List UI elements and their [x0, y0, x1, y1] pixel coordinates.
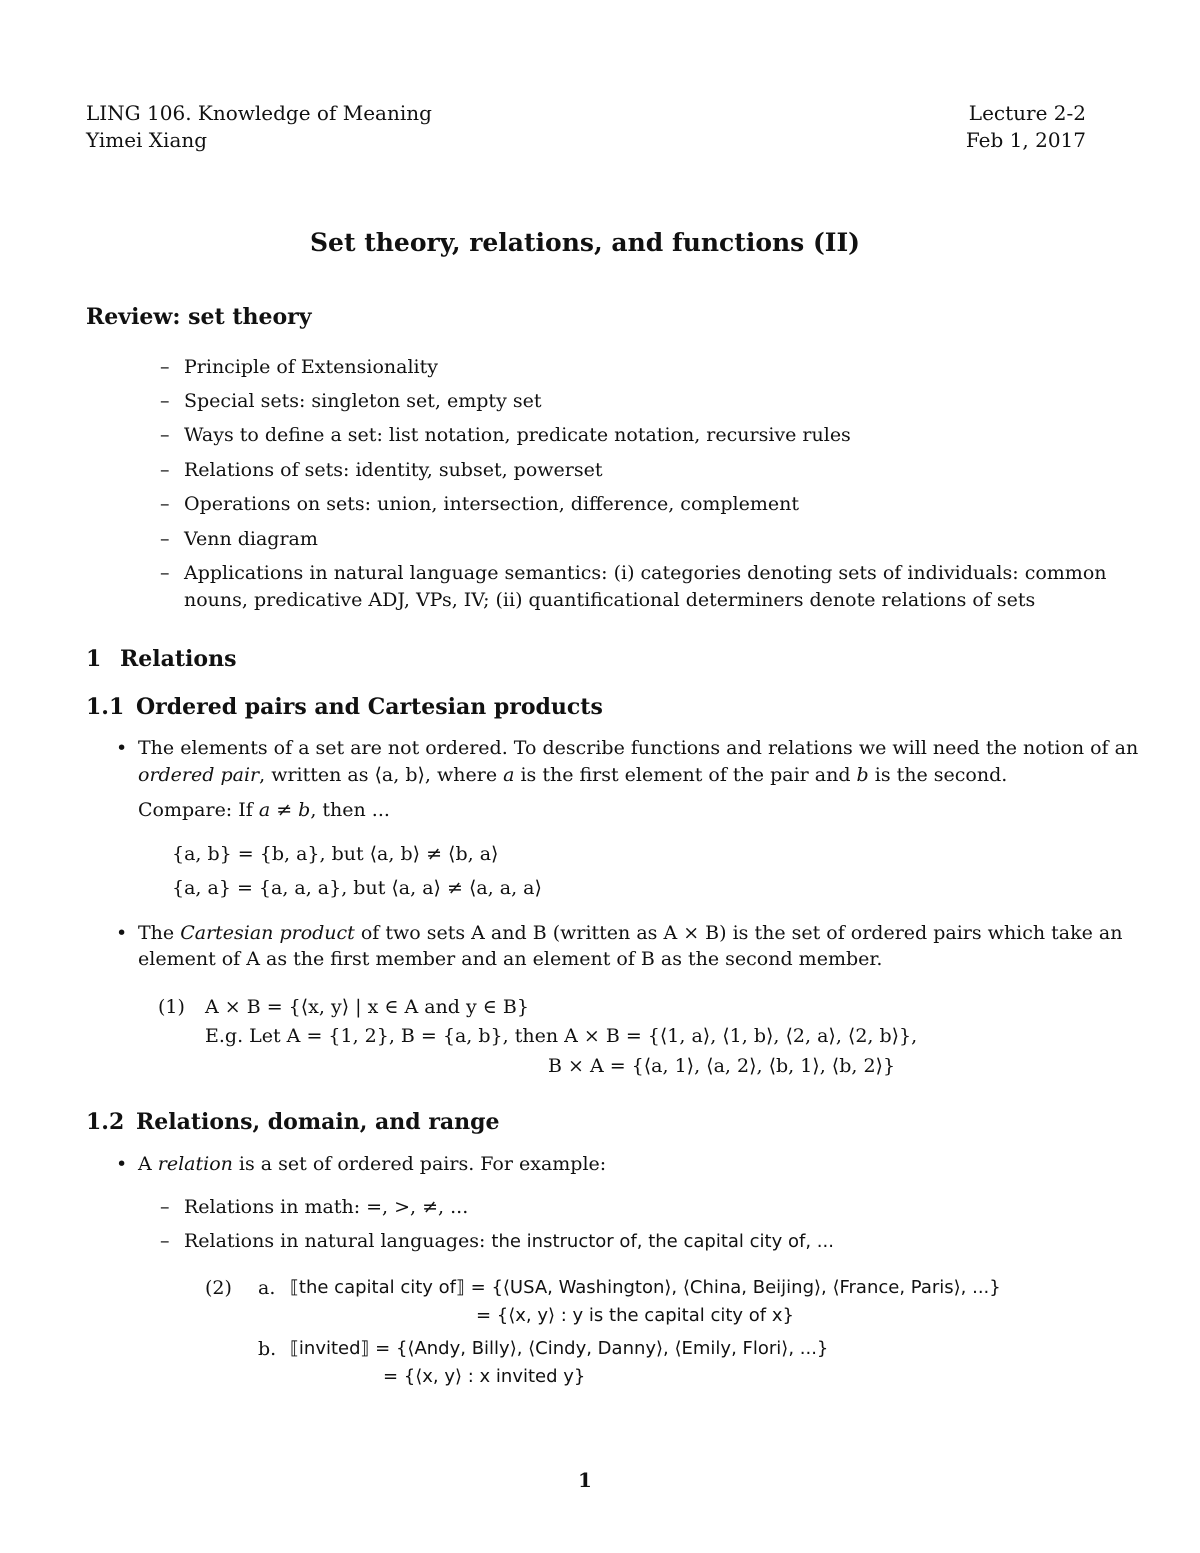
review-item: – Principle of Extensionality: [160, 356, 438, 378]
equation: {a, b} = {b, a}, but ⟨a, b⟩ ≠ ⟨b, a⟩: [172, 843, 499, 865]
bullet-marker: •: [116, 1153, 128, 1175]
course-title: LING 106. Knowledge of Meaning: [86, 101, 432, 125]
example-label: a.: [258, 1277, 276, 1299]
compare-line: Compare: If a ≠ b, then ...: [138, 799, 390, 821]
dash-marker: –: [160, 424, 170, 446]
lecture-number: Lecture 2-2: [968, 101, 1086, 125]
section-heading: 1 Relations: [86, 646, 237, 672]
subsection-heading: 1.2 Relations, domain, and range: [86, 1109, 500, 1135]
example-label: b.: [258, 1338, 277, 1360]
dash-marker: –: [160, 1196, 170, 1218]
equation: {a, a} = {a, a, a}, but ⟨a, a⟩ ≠ ⟨a, a, a⟩: [172, 877, 542, 899]
example-line: = {⟨x, y⟩ : x invited y}: [383, 1366, 586, 1387]
dash-marker: –: [160, 528, 170, 550]
bullet-continuation: element of A as the first member and an element of B as the second member.: [138, 948, 883, 970]
review-item-continuation: nouns, predicative ADJ, VPs, IV; (ii) quantificational determiners denote relations of sets: [184, 589, 1036, 611]
sub-item: – Relations in natural languages: the instructor of, the capital city of, ...: [160, 1230, 834, 1252]
sub-item: – Relations in math: =, >, ≠, ...: [160, 1196, 469, 1218]
example-line: B × A = {⟨a, 1⟩, ⟨a, 2⟩, ⟨b, 1⟩, ⟨b, 2⟩}: [548, 1055, 896, 1077]
dash-marker: –: [160, 562, 170, 584]
subsection-heading: 1.1 Ordered pairs and Cartesian products: [86, 694, 603, 720]
example-line: E.g. Let A = {1, 2}, B = {a, b}, then A × B = {⟨1, a⟩, ⟨1, b⟩, ⟨2, a⟩, ⟨2, b⟩},: [205, 1025, 918, 1047]
example-line: ⟦invited⟧ = {⟨Andy, Billy⟩, ⟨Cindy, Danny⟩, ⟨Emily, Flori⟩, ...}: [290, 1338, 829, 1359]
review-item: – Operations on sets: union, intersection, difference, complement: [160, 493, 800, 515]
dash-marker: –: [160, 1230, 170, 1252]
review-heading: Review: set theory: [86, 304, 312, 330]
review-item: – Venn diagram: [160, 528, 318, 550]
dash-marker: –: [160, 493, 170, 515]
review-item: – Special sets: singleton set, empty set: [160, 390, 542, 412]
example-definition: A × B = {⟨x, y⟩ | x ∈ A and y ∈ B}: [205, 996, 529, 1018]
author-name: Yimei Xiang: [86, 128, 208, 152]
bullet-item: • The elements of a set are not ordered. To describe functions and relations we will need the notion of an: [116, 737, 1139, 759]
review-item: – Ways to define a set: list notation, predicate notation, recursive rules: [160, 424, 851, 446]
review-item: – Relations of sets: identity, subset, powerset: [160, 459, 603, 481]
lecture-date: Feb 1, 2017: [965, 128, 1086, 152]
dash-marker: –: [160, 459, 170, 481]
example-number: (1): [158, 996, 185, 1018]
bullet-marker: •: [116, 922, 128, 944]
bullet-marker: •: [116, 737, 128, 759]
bullet-continuation: ordered pair, written as ⟨a, b⟩, where a is the first element of the pair and b is the second.: [138, 764, 1008, 786]
page-title: Set theory, relations, and functions (II): [310, 228, 860, 257]
example-number: (2): [205, 1277, 232, 1299]
bullet-item: • A relation is a set of ordered pairs. For example:: [116, 1153, 607, 1175]
dash-marker: –: [160, 356, 170, 378]
dash-marker: –: [160, 390, 170, 412]
example-line: ⟦the capital city of⟧ = {⟨USA, Washington⟩, ⟨China, Beijing⟩, ⟨France, Paris⟩, ...}: [290, 1277, 1001, 1298]
bullet-item: • The Cartesian product of two sets A and B (written as A × B) is the set of ordered pairs which take an: [116, 922, 1123, 944]
example-line: = {⟨x, y⟩ : y is the capital city of x}: [476, 1305, 794, 1326]
review-item: – Applications in natural language semantics: (i) categories denoting sets of individuals: common: [160, 562, 1107, 584]
page-number: 1: [578, 1468, 592, 1492]
